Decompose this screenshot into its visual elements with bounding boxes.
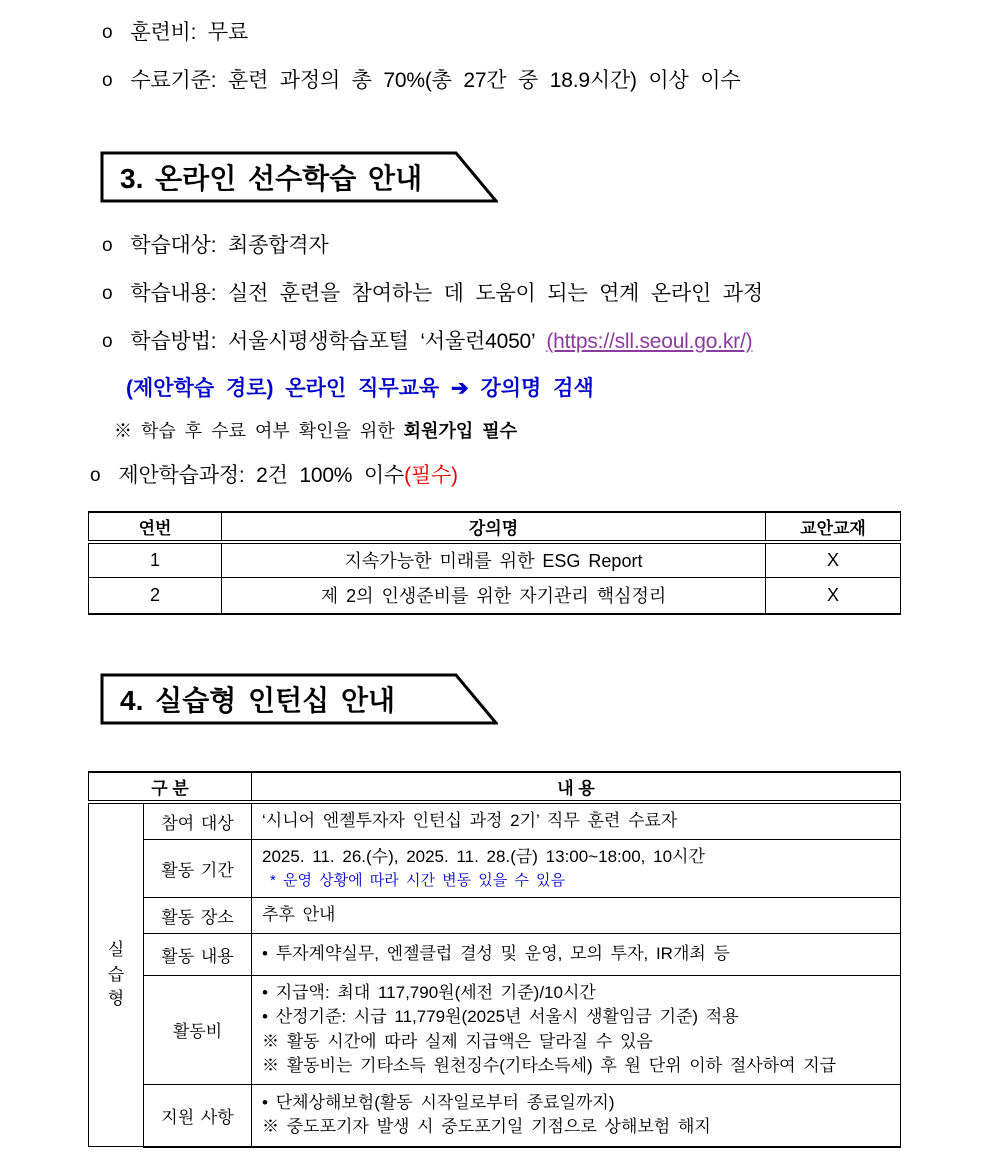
content-line: • 투자계약실무, 엔젤클럽 결성 및 운영, 모의 투자, IR개최 등 [262, 943, 730, 963]
table-row [89, 975, 901, 1085]
row-label: 참여 대상 [144, 802, 252, 840]
bullet-fee-text: 훈련비: 무료 [130, 21, 249, 44]
row-content [252, 975, 901, 1085]
group-cell [89, 802, 144, 1147]
table-row [89, 542, 901, 578]
row-label: 활동비 [144, 975, 252, 1085]
course-table-header-row [89, 512, 901, 542]
table-row [89, 933, 901, 975]
bullet-marker: o [102, 22, 113, 43]
content-line: ※ 활동 시간에 따라 실제 지급액은 달라질 수 있음 [262, 1031, 653, 1051]
bullet-marker: o [102, 330, 113, 352]
content-line: • 산정기준: 시급 11,779원(2025년 서울시 생활임금 기준) 적용 [262, 1007, 739, 1027]
table-row [89, 897, 901, 933]
table-row [89, 802, 901, 840]
row-label: 활동 내용 [144, 933, 252, 975]
section3-banner [100, 151, 498, 203]
row-content [252, 802, 901, 840]
col-header-course-name: 강의명 [222, 512, 766, 542]
table-row [89, 1085, 901, 1147]
course-material: X [766, 542, 901, 578]
proposed-course-prefix: 제안학습과정: 2건 100% 이수 [118, 463, 405, 487]
bullet-marker: o [90, 464, 101, 486]
content-line: ※ 활동비는 기타소득 원천징수(기타소득세) 후 원 단위 이하 절사하여 지급 [262, 1056, 837, 1076]
course-material: X [766, 578, 901, 614]
membership-note-prefix: ※ 학습 후 수료 여부 확인을 위한 [114, 421, 404, 442]
learn-target-text: 학습대상: 최종합격자 [130, 234, 329, 258]
bullet-learn-method [102, 329, 989, 355]
section4-banner [100, 673, 498, 725]
table-row [89, 578, 901, 614]
internship-table-header-row [89, 772, 901, 802]
bullet-completion [102, 68, 989, 94]
col-header-category: 구 분 [89, 772, 252, 802]
course-name: 지속가능한 미래를 위한 ESG Report [222, 542, 766, 578]
membership-note [114, 421, 989, 443]
proposed-course-text [118, 463, 457, 488]
content-line: 추후 안내 [262, 904, 336, 924]
bullet-marker: o [102, 282, 113, 304]
course-no: 1 [89, 542, 222, 578]
row-label: 지원 사항 [144, 1085, 252, 1147]
bullet-fee [102, 20, 989, 46]
proposed-course-required: (필수) [404, 463, 458, 487]
bullet-completion-text: 수료기준: 훈련 과정의 총 70%(총 27간 중 18.9시간) 이상 이수 [130, 68, 741, 92]
seoul-learn-4050-link[interactable]: (https://sll.seoul.go.kr/) [546, 329, 753, 353]
row-content [252, 897, 901, 933]
content-line: • 단체상해보험(활동 시작일로부터 종료일까지) [262, 1092, 615, 1112]
internship-table [88, 771, 901, 1148]
bullet-marker: o [102, 69, 113, 91]
table-row [89, 840, 901, 897]
col-header-detail: 내 용 [252, 772, 901, 802]
row-label: 활동 장소 [144, 897, 252, 933]
learn-method-text [130, 329, 752, 354]
section4-title: 4. 실습형 인턴십 안내 [120, 684, 396, 716]
bullet-marker: o [102, 235, 113, 257]
membership-note-bold: 회원가입 필수 [403, 421, 518, 442]
col-header-no: 연번 [89, 512, 222, 542]
group-label: 실습형 [107, 939, 125, 1009]
row-content [252, 840, 901, 897]
content-note-blue: * 운영 상황에 따라 시간 변동 있을 수 있음 [270, 871, 566, 889]
learn-method-path: (제안학습 경로) 온라인 직무교육 ➔ 강의명 검색 [126, 377, 594, 401]
content-line: • 지급액: 최대 117,790원(세전 기준)/10시간 [262, 982, 596, 1002]
section3-title: 3. 온라인 선수학습 안내 [120, 163, 423, 195]
content-line: ‘시니어 엔젤투자자 인턴십 과정 2기’ 직무 훈련 수료자 [262, 811, 678, 831]
course-table [88, 511, 901, 615]
content-line: ※ 중도포기자 발생 시 중도포기일 기점으로 상해보험 해지 [262, 1117, 711, 1137]
course-name: 제 2의 인생준비를 위한 자기관리 핵심정리 [222, 578, 766, 614]
col-header-material: 교안교재 [766, 512, 901, 542]
bullet-learn-target [102, 233, 989, 259]
course-no: 2 [89, 578, 222, 614]
row-content [252, 933, 901, 975]
bullet-proposed-course [90, 463, 989, 489]
row-content [252, 1085, 901, 1147]
row-label: 활동 기간 [144, 840, 252, 897]
bullet-learn-content [102, 281, 989, 307]
learn-method-prefix: 학습방법: 서울시평생학습포털 ‘서울런4050’ [130, 329, 547, 353]
content-line: 2025. 11. 26.(수), 2025. 11. 28.(금) 13:00~18:00, 10시간 [262, 847, 705, 867]
learn-content-text: 학습내용: 실전 훈련을 참여하는 데 도움이 되는 연계 온라인 과정 [130, 281, 763, 305]
